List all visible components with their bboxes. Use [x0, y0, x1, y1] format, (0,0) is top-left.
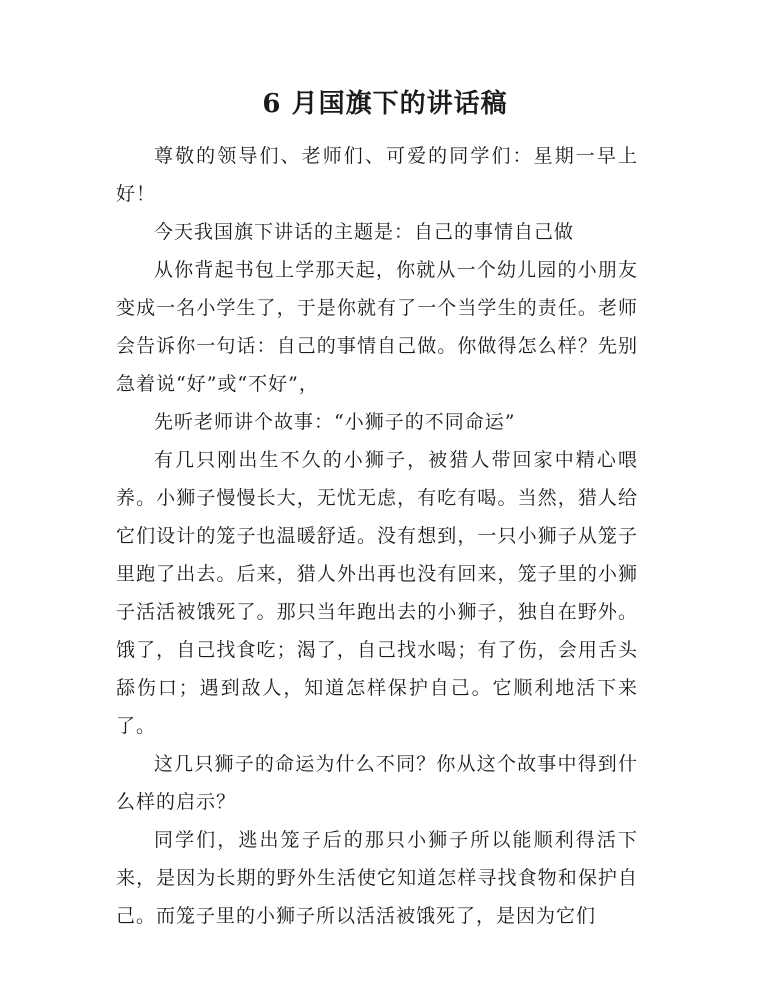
paragraph-explanation: 同学们，逃出笼子后的那只小狮子所以能顺利得活下来，是因为长期的野外生活使它知道怎样寻找食物和保护自己。而笼子里的小狮子所以活活被饿死了，是因为它们: [116, 829, 638, 927]
paragraph-question: 这几只狮子的命运为什么不同？你从这个故事中得到什么样的启示？: [116, 753, 638, 813]
paragraph-topic: 今天我国旗下讲话的主题是：自己的事情自己做: [154, 221, 575, 243]
paragraph-responsibility: 从你背起书包上学那天起，你就从一个幼儿园的小朋友变成一名小学生了，于是你就有了一个当学生的责任。老师会告诉你一句话：自己的事情自己做。你做得怎么样？先别急着说“好”或“不好”，: [116, 259, 638, 395]
paragraph-story-intro: 先听老师讲个故事：“小狮子的不同命运”: [154, 411, 516, 433]
document-title: 6 月国旗下的讲话稿: [262, 89, 508, 119]
paragraph-story: 有几只刚出生不久的小狮子，被猎人带回家中精心喂养。小狮子慢慢长大，无忧无虑，有吃有喝。当然，猎人给它们设计的笼子也温暖舒适。没有想到，一只小狮子从笼子里跑了出去。后来，猎人外出再也没有回来，笼子里的小狮子活活被饿死了。那只当年跑出去的小狮子，独自在野外。饿了，自己找食吃；渴了，自己找水喝；有了伤，会用舌头舔伤口；遇到敌人，知道怎样保护自己。它顺利地活下来了。: [116, 449, 638, 737]
paragraph-greeting: 尊敬的领导们、老师们、可爱的同学们：星期一早上好！: [116, 145, 638, 205]
document-body: [116, 137, 638, 935]
